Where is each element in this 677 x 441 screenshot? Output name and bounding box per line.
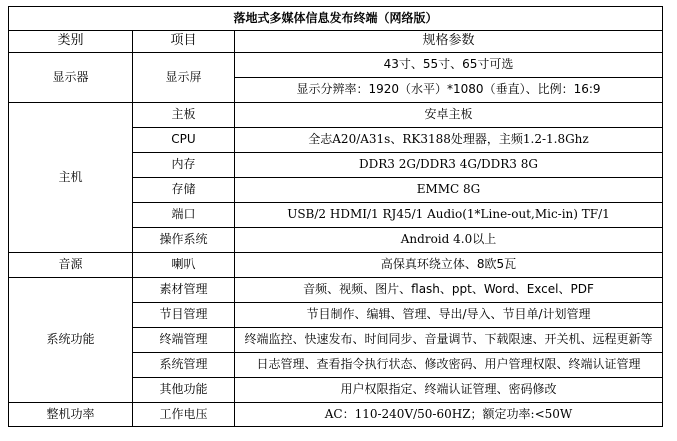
category-power: 整机功率 xyxy=(9,403,133,427)
category-audio: 音源 xyxy=(9,253,133,278)
item-screen: 显示屏 xyxy=(133,53,235,103)
item-terminal-management: 终端管理 xyxy=(133,328,235,353)
item-media-management: 素材管理 xyxy=(133,278,235,303)
spec-system-management: 日志管理、查看指令执行状态、修改密码、用户管理权限、终端认证管理 xyxy=(235,353,663,378)
item-program-management: 节目管理 xyxy=(133,303,235,328)
header-spec: 规格参数 xyxy=(235,31,663,53)
spec-cpu: 全志A20/A31s、RK3188处理器，主频1.2-1.8Ghz xyxy=(235,128,663,153)
category-display: 显示器 xyxy=(9,53,133,103)
spec-terminal-management: 终端监控、快速发布、时间同步、音量调节、下载限速、开关机、远程更新等 xyxy=(235,328,663,353)
table-title: 落地式多媒体信息发布终端（网络版） xyxy=(9,7,663,31)
spec-voltage: AC：110-240V/50-60HZ；额定功率:<50W xyxy=(235,403,663,427)
item-mainboard: 主板 xyxy=(133,103,235,128)
item-voltage: 工作电压 xyxy=(133,403,235,427)
spec-screen-sizes: 43寸、55寸、65寸可选 xyxy=(235,53,663,78)
spec-program-management: 节目制作、编辑、管理、导出/导入、节目单/计划管理 xyxy=(235,303,663,328)
item-storage: 存储 xyxy=(133,178,235,203)
item-ports: 端口 xyxy=(133,203,235,228)
spec-memory: DDR3 2G/DDR3 4G/DDR3 8G xyxy=(235,153,663,178)
category-system: 系统功能 xyxy=(9,278,133,403)
item-speaker: 喇叭 xyxy=(133,253,235,278)
spec-table xyxy=(8,6,663,427)
header-category: 类别 xyxy=(9,31,133,53)
spec-speaker: 高保真环绕立体、8欧5瓦 xyxy=(235,253,663,278)
spec-screen-resolution: 显示分辨率：1920（水平）*1080（垂直）、比例：16:9 xyxy=(235,78,663,103)
category-host: 主机 xyxy=(9,103,133,253)
spec-mainboard: 安卓主板 xyxy=(235,103,663,128)
header-item: 项目 xyxy=(133,31,235,53)
spec-other-functions: 用户权限指定、终端认证管理、密码修改 xyxy=(235,378,663,403)
spec-ports: USB/2 HDMI/1 RJ45/1 Audio(1*Line-out,Mic-in) TF/1 xyxy=(235,203,663,228)
item-other-functions: 其他功能 xyxy=(133,378,235,403)
item-system-management: 系统管理 xyxy=(133,353,235,378)
item-cpu: CPU xyxy=(133,128,235,153)
item-os: 操作系统 xyxy=(133,228,235,253)
spec-storage: EMMC 8G xyxy=(235,178,663,203)
item-memory: 内存 xyxy=(133,153,235,178)
spec-media-management: 音频、视频、图片、flash、ppt、Word、Excel、PDF xyxy=(235,278,663,303)
spec-os: Android 4.0以上 xyxy=(235,228,663,253)
